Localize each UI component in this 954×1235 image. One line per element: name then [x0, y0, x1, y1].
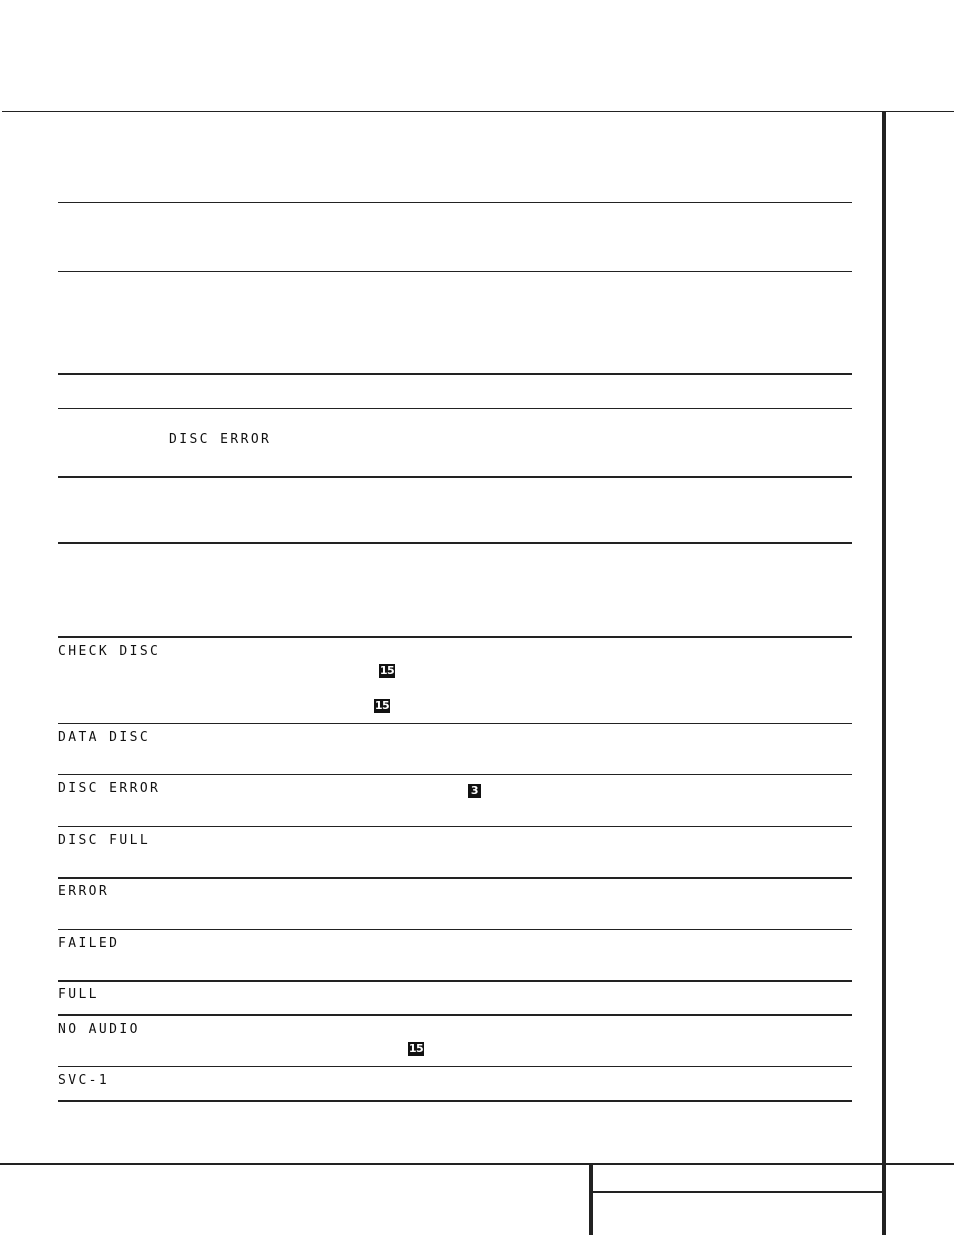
section-rule-4 — [58, 408, 852, 409]
message-code-error: ERROR — [58, 884, 110, 899]
footer-rule — [0, 1163, 954, 1165]
section-rule-5 — [58, 476, 852, 478]
row-divider — [58, 980, 852, 982]
table-bottom-rule — [58, 1100, 852, 1102]
message-code-full: FULL — [58, 987, 99, 1002]
message-code-data-disc: DATA DISC — [58, 730, 151, 745]
section-rule-1 — [58, 202, 852, 203]
footer-left-bar — [589, 1164, 593, 1235]
row-divider — [58, 877, 852, 879]
message-code-disc-full: DISC FULL — [58, 833, 151, 848]
reference-badge: 15 — [379, 664, 395, 677]
row-divider — [58, 826, 852, 827]
row-divider — [58, 723, 852, 724]
footer-inner-rule — [591, 1191, 883, 1193]
row-divider — [58, 1014, 852, 1016]
reference-badge: 3 — [468, 784, 481, 798]
right-margin-bar — [882, 112, 886, 1235]
message-code-svc-1: SVC-1 — [58, 1073, 110, 1088]
reference-badge: 15 — [408, 1042, 424, 1055]
intro-example-code: DISC ERROR — [169, 432, 272, 447]
row-divider — [58, 1066, 852, 1067]
section-rule-2 — [58, 271, 852, 272]
section-rule-6 — [58, 542, 852, 544]
table-top-rule — [58, 636, 852, 638]
message-code-no-audio: NO AUDIO — [58, 1022, 140, 1037]
header-rule — [2, 111, 954, 112]
message-code-check-disc: CHECK DISC — [58, 644, 161, 659]
row-divider — [58, 929, 852, 930]
section-rule-3 — [58, 373, 852, 375]
message-code-failed: FAILED — [58, 936, 120, 951]
reference-badge: 15 — [374, 699, 390, 712]
message-code-disc-error: DISC ERROR — [58, 781, 161, 796]
row-divider — [58, 774, 852, 775]
